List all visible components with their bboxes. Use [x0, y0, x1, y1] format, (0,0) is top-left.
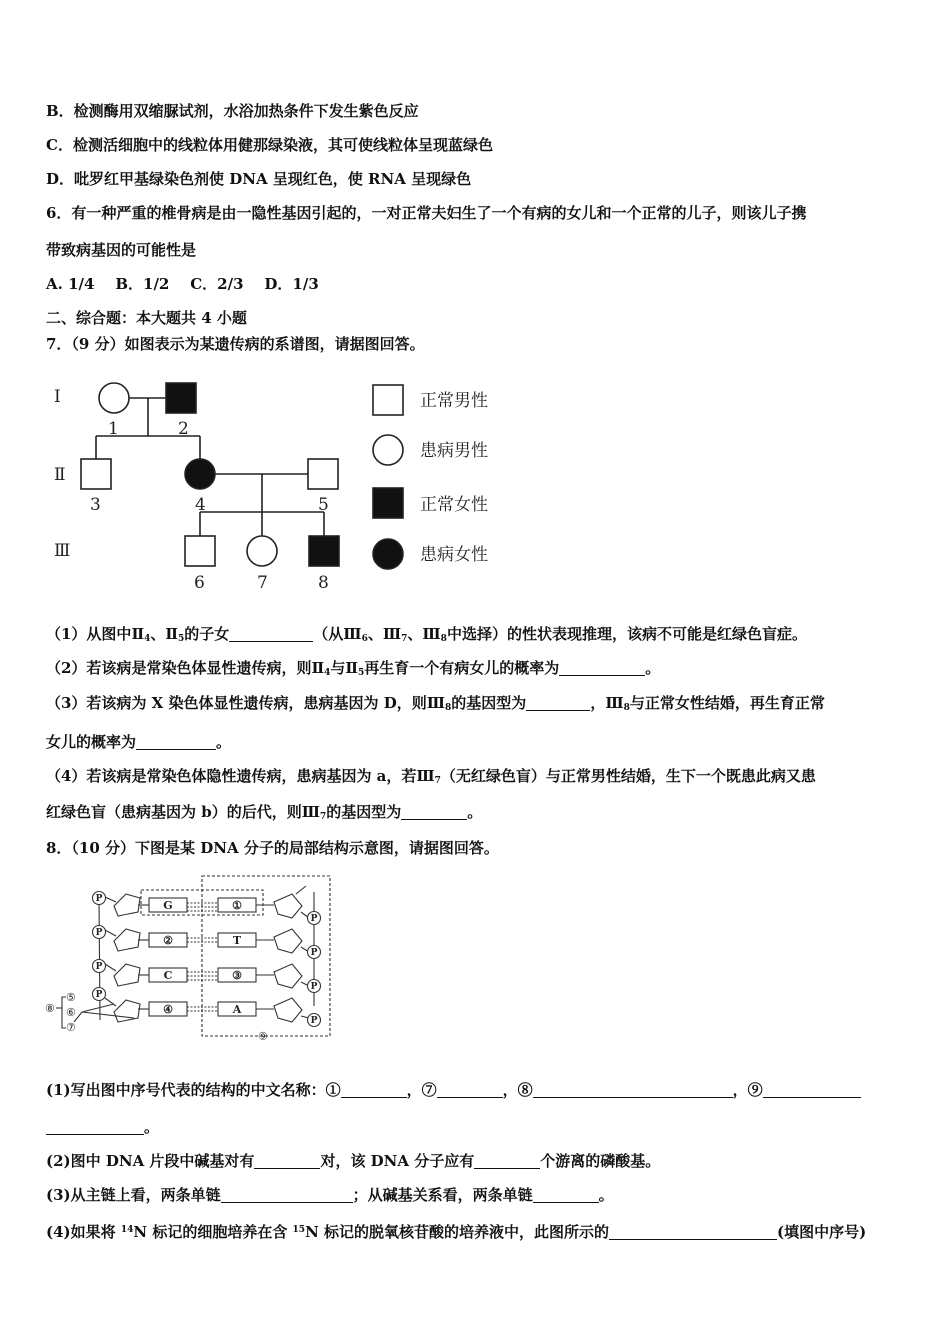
answer-blank[interactable]	[559, 660, 645, 676]
member-label: 8	[318, 573, 329, 593]
member-1-normal-female	[99, 383, 129, 413]
base-right: A	[232, 1003, 242, 1016]
member-label: 3	[90, 495, 101, 515]
row-4	[74, 998, 309, 1022]
gen-label-3: Ⅲ	[54, 541, 71, 561]
q6-stem-line2: 带致病基因的可能性是	[46, 241, 197, 259]
q6-stem-line1: 6．有一种严重的椎骨病是由一隐性基因引起的，一对正常夫妇生了一个有病的女儿和一个正常的儿子，则该儿子携	[46, 204, 807, 222]
q8-stem: 8．（10 分）下图是某 DNA 分子的局部结构示意图，请据图回答。	[46, 839, 499, 857]
label-7: ⑦	[66, 1021, 76, 1034]
q7-stem: 7．（9 分）如图表示为某遗传病的系谱图，请据图回答。	[46, 335, 425, 353]
answer-blank[interactable]	[474, 1153, 540, 1169]
member-6-normal-male	[185, 536, 215, 566]
row-3	[105, 964, 309, 988]
p-label: P	[95, 928, 103, 938]
row-2	[105, 929, 309, 953]
legend-square-filled	[373, 488, 403, 518]
answer-blank[interactable]	[221, 1187, 353, 1203]
pedigree-figure	[44, 368, 534, 598]
base-right: ③	[232, 969, 242, 982]
q7-part2: （2）若该病是常染色体显性遗传病，则$Ⅱ_4$与$Ⅱ_5$再生育一个有病女儿的概率为 。	[46, 659, 661, 678]
q6-options: A. 1/4 B．1/2 C．2/3 D．1/3	[46, 275, 319, 293]
answer-blank[interactable]	[533, 1187, 599, 1203]
answer-blank[interactable]	[763, 1082, 861, 1098]
q7-part3: （3）若该病为 X 染色体显性遗传病，患病基因为 D，则$Ⅲ_8$的基因型为 ，$Ⅲ_8$与正常女性结婚，再生育正常	[46, 694, 825, 713]
legend-label: 患病女性	[420, 545, 488, 565]
p-label: P	[95, 894, 103, 904]
answer-blank[interactable]	[136, 734, 216, 750]
member-8-affected-male	[309, 536, 339, 566]
q8-part2: (2)图中 DNA 片段中碱基对有 对，该 DNA 分子应有 个游离的磷酸基。	[46, 1152, 661, 1170]
answer-blank[interactable]	[341, 1082, 407, 1098]
member-7-normal-female	[247, 536, 277, 566]
member-label: 2	[178, 419, 189, 439]
legend-square-open	[373, 385, 403, 415]
option-c: C．检测活细胞中的线粒体用健那绿染液，其可使线粒体呈现蓝绿色	[46, 136, 493, 154]
row-1	[105, 886, 309, 918]
legend-circle-open	[373, 435, 403, 465]
q8-part3: (3)从主链上看，两条单链 ；从碱基关系看，两条单链 。	[46, 1186, 614, 1204]
dna-figure	[44, 872, 334, 1044]
answer-blank[interactable]	[46, 1119, 144, 1135]
p-label: P	[310, 948, 318, 958]
label-8: ⑧	[45, 1002, 55, 1015]
p-label: P	[310, 914, 318, 924]
base-right: T	[232, 934, 242, 947]
member-label: 5	[318, 495, 329, 515]
member-label: 7	[257, 573, 268, 593]
answer-blank[interactable]	[401, 804, 467, 820]
q8-part4: (4)如果将 $^{14}$N 标记的细胞培养在含 $^{15}$N 标记的脱氧核苷酸的培养液中，此图所示的 (填图中序号)	[46, 1223, 867, 1241]
q8-part1-cont: 。	[46, 1117, 159, 1137]
label-9: ⑨	[258, 1030, 268, 1043]
answer-blank[interactable]	[533, 1082, 733, 1098]
legend-label: 正常男性	[420, 391, 488, 411]
q7-part4: （4）若该病是常染色体隐性遗传病，患病基因为 a，若$Ⅲ_7$（无红绿色盲）与正常男性结婚，生下一个既患此病又患	[46, 767, 816, 786]
p-label: P	[310, 982, 318, 992]
q7-part1: （1）从图中$Ⅱ_4$、$Ⅱ_5$的子女 （从$Ⅲ_6$、$Ⅲ_7$、$Ⅲ_8$中选择）的性状表现推理，该病不可能是红绿色盲症。	[46, 625, 807, 644]
member-4-affected-female	[185, 459, 215, 489]
base-left: C	[163, 969, 173, 982]
label-5: ⑤	[66, 991, 76, 1004]
answer-blank[interactable]	[229, 626, 313, 642]
answer-blank[interactable]	[609, 1224, 777, 1240]
legend-label: 正常女性	[420, 495, 488, 515]
member-5-normal-male	[308, 459, 338, 489]
legend-circle-filled	[373, 539, 403, 569]
p-label: P	[310, 1016, 318, 1026]
answer-blank[interactable]	[437, 1082, 503, 1098]
base-left: ②	[163, 934, 173, 947]
label-6: ⑥	[66, 1006, 76, 1019]
answer-blank[interactable]	[254, 1153, 320, 1169]
base-left: G	[163, 899, 173, 912]
q7-part3-cont: 女儿的概率为 。	[46, 733, 232, 751]
legend-label: 患病男性	[420, 441, 488, 461]
member-label: 1	[108, 419, 119, 439]
member-3-normal-male	[81, 459, 111, 489]
q8-part1: (1)写出图中序号代表的结构的中文名称：① ，⑦ ，⑧ ，⑨	[46, 1080, 861, 1100]
base-left: ④	[163, 1003, 173, 1016]
member-label: 4	[195, 495, 206, 515]
section-heading: 二、综合题：本大题共 4 小题	[46, 309, 247, 327]
option-b: B．检测酶用双缩脲试剂，水浴加热条件下发生紫色反应	[46, 102, 419, 120]
base-right: ①	[232, 899, 242, 912]
member-2-affected-male	[166, 383, 196, 413]
gen-label-1: Ⅰ	[54, 387, 61, 407]
p-label: P	[95, 990, 103, 1000]
q7-part4-cont: 红绿色盲（患病基因为 b）的后代，则$Ⅲ_7$的基因型为 。	[46, 803, 483, 822]
member-label: 6	[194, 573, 205, 593]
gen-label-2: Ⅱ	[54, 465, 66, 485]
answer-blank[interactable]	[526, 695, 590, 711]
option-d: D．吡罗红甲基绿染色剂使 DNA 呈现红色，使 RNA 呈现绿色	[46, 170, 472, 188]
p-label: P	[95, 962, 103, 972]
